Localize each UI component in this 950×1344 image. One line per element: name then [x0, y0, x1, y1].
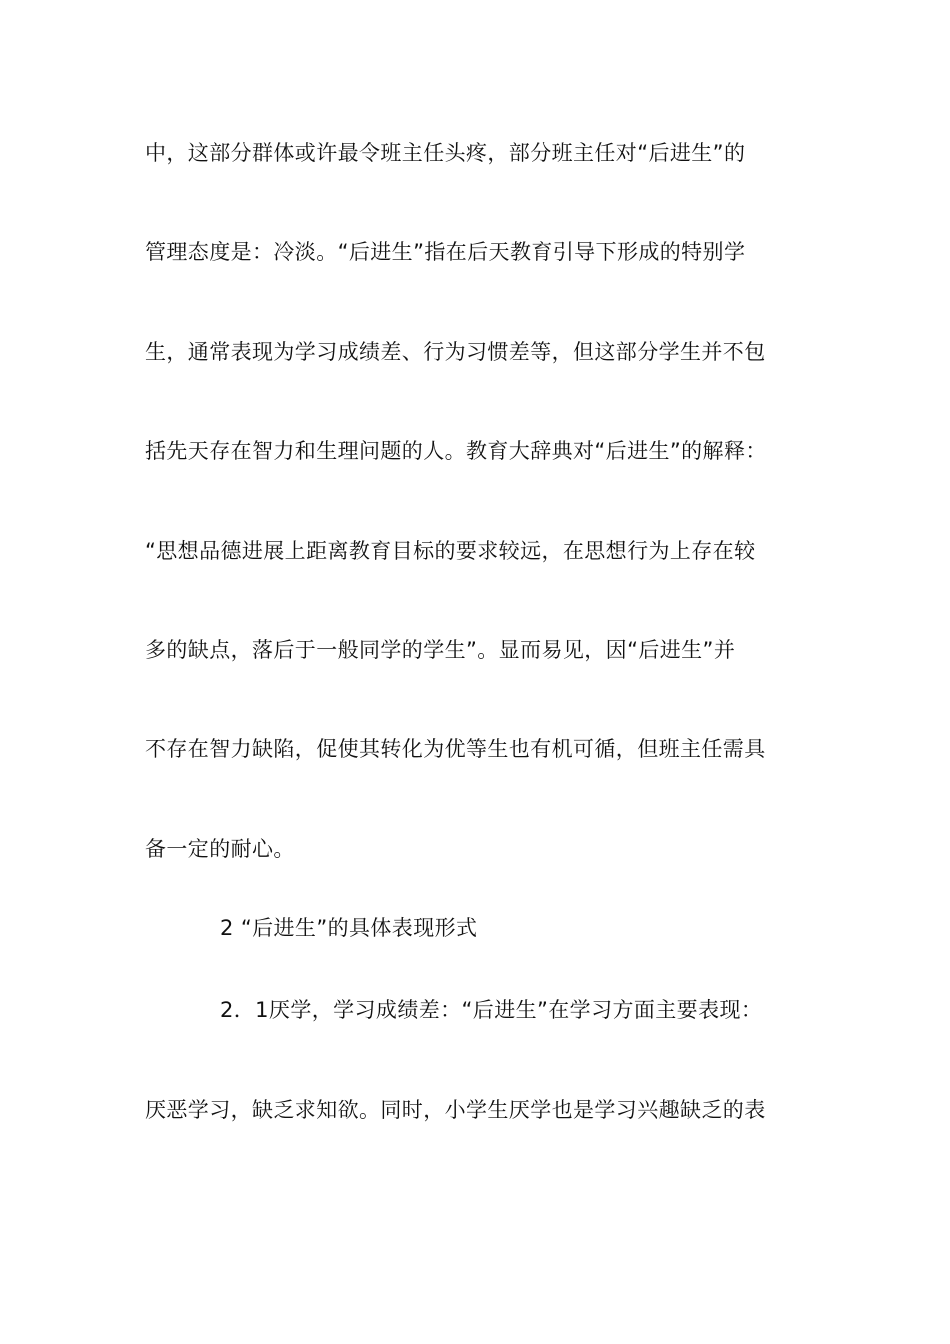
paragraph-line-8: 备一定的耐心。 [145, 837, 295, 861]
paragraph-line-9: 厌恶学习，缺乏求知欲。同时，小学生厌学也是学习兴趣缺乏的表 [145, 1098, 766, 1122]
subsection-heading: 2．1厌学，学习成绩差：“后进生”在学习方面主要表现： [220, 998, 763, 1022]
section-heading: 2 “后进生”的具体表现形式 [220, 916, 478, 940]
paragraph-line-7: 不存在智力缺陷，促使其转化为优等生也有机可循，但班主任需具 [145, 737, 766, 761]
paragraph-line-6: 多的缺点，落后于一般同学的学生”。显而易见，因“后进生”并 [145, 638, 736, 662]
paragraph-line-4: 括先天存在智力和生理问题的人。教育大辞典对“后进生”的解释： [145, 439, 767, 463]
paragraph-line-5: “思想品德进展上距离教育目标的要求较远，在思想行为上存在较 [145, 539, 756, 563]
paragraph-line-3: 生，通常表现为学习成绩差、行为习惯差等，但这部分学生并不包 [145, 340, 766, 364]
paragraph-line-1: 中，这部分群体或许最令班主任头疼，部分班主任对“后进生”的 [145, 141, 746, 165]
paragraph-line-2: 管理态度是：冷淡。“后进生”指在后天教育引导下形成的特别学 [145, 240, 746, 264]
